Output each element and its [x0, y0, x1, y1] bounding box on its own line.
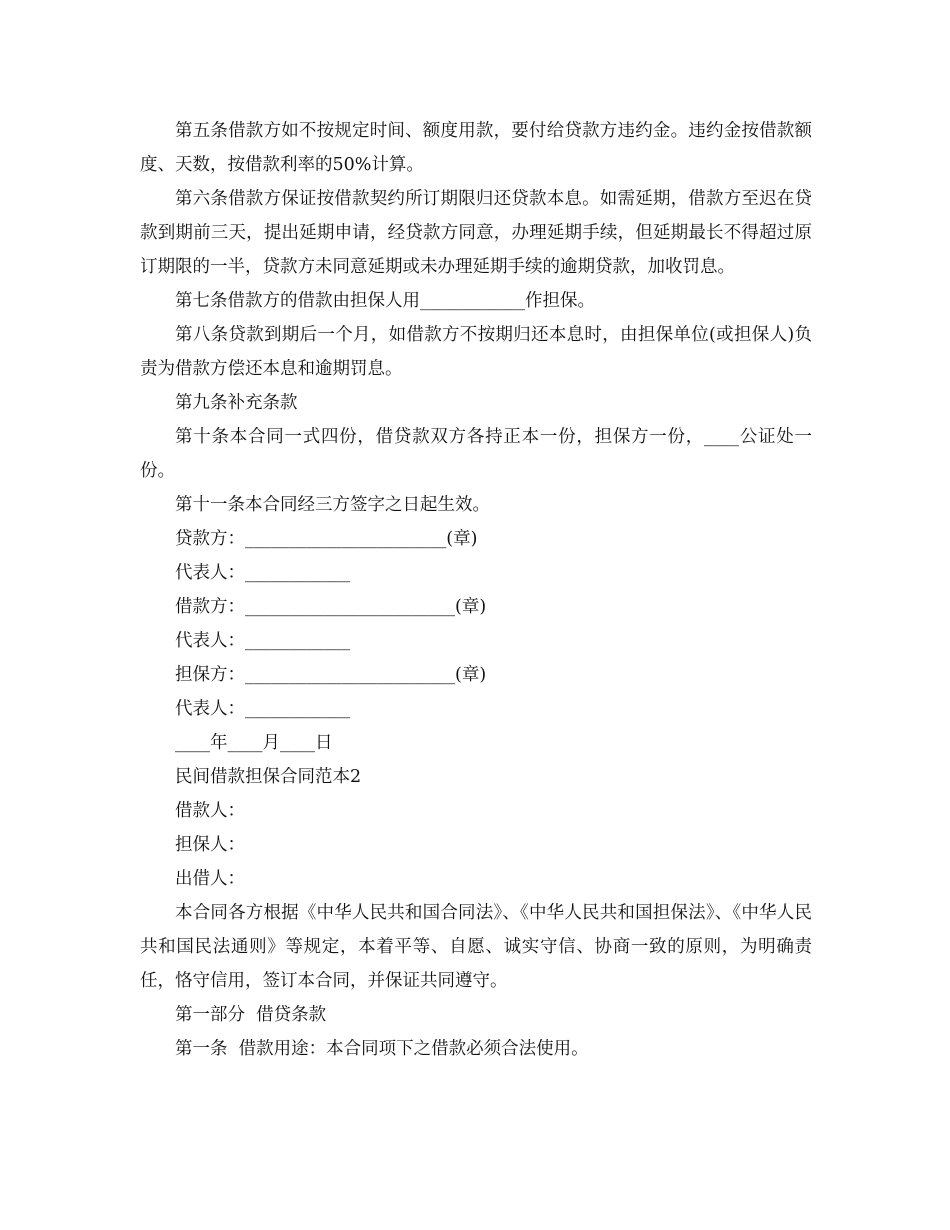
- party-borrower: 借款人：: [175, 801, 245, 821]
- article-8: 第八条贷款到期后一个月，如借款方不按期归还本息时，由担保单位(或担保人)负责为借款方偿还本息和逾期罚息。: [140, 325, 812, 379]
- contract2-title: 民间借款担保合同范本2: [175, 767, 362, 787]
- part1-heading: 第一部分 借贷条款: [175, 1005, 327, 1025]
- article-11: 第十一条本合同经三方签字之日起生效。: [175, 495, 490, 515]
- contract2-preamble: 本合同各方根据《中华人民共和国合同法》、《中华人民共和国担保法》、《中华人民共和国民法通则》等规定，本着平等、自愿、诚实守信、协商一致的原则，为明确责任，恪守信用，签订本合同，并保证共同遵守。: [140, 903, 812, 991]
- article-1: 第一条 借款用途：本合同项下之借款必须合法使用。: [175, 1039, 589, 1059]
- lender-representative: 代表人：____________: [175, 563, 350, 583]
- document-body: [140, 114, 812, 1066]
- article-9: 第九条补充条款: [175, 393, 298, 413]
- guarantor-signature: 担保方：________________________(章): [175, 665, 487, 685]
- party-lender: 出借人：: [175, 869, 245, 889]
- borrower-signature: 借款方：________________________(章): [175, 597, 487, 617]
- article-5: 第五条借款方如不按规定时间、额度用款，要付给贷款方违约金。违约金按借款额度、天数，按借款利率的50%计算。: [140, 121, 812, 175]
- article-7: 第七条借款方的借款由担保人用____________作担保。: [175, 291, 595, 311]
- article-10: 第十条本合同一式四份，借贷款双方各持正本一份，担保方一份，____公证处一份。: [140, 427, 812, 481]
- party-guarantor: 担保人：: [175, 835, 245, 855]
- lender-signature: 贷款方：_______________________(章): [175, 529, 478, 549]
- article-6: 第六条借款方保证按借款契约所订期限归还贷款本息。如需延期，借款方至迟在贷款到期前三天，提出延期申请，经贷款方同意，办理延期手续，但延期最长不得超过原订期限的一半，贷款方未同意延期或未办理延期手续的逾期贷款，加收罚息。: [140, 189, 812, 277]
- guarantor-representative: 代表人：____________: [175, 699, 350, 719]
- date-line: ____年____月____日: [175, 733, 333, 753]
- borrower-representative: 代表人：____________: [175, 631, 350, 651]
